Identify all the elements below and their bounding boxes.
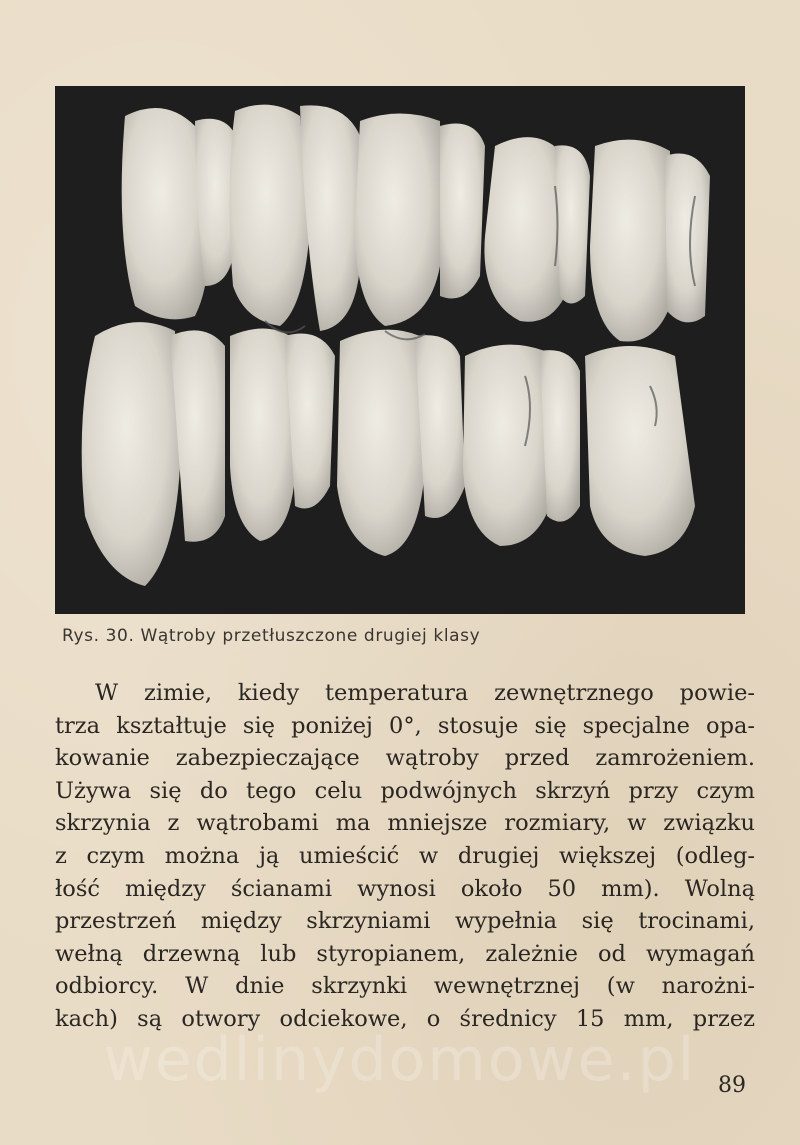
text-line: trza kształtuje się poniżej 0°, stosuje się specjalne opa- <box>55 712 755 739</box>
text-line: kowanie zabezpieczające wątroby przed zamrożeniem. <box>55 745 755 772</box>
text-line: skrzynia z wątrobami ma mniejsze rozmiary, w związku <box>55 810 755 837</box>
text-line: W zimie, kiedy temperatura zewnętrznego powie- <box>95 680 755 706</box>
body-paragraph <box>55 677 755 1036</box>
text-line: kach) są otwory odciekowe, o średnicy 15 mm, przez <box>55 1005 755 1032</box>
page-number: 89 <box>718 1073 746 1098</box>
figure-caption: Rys. 30. Wątroby przetłuszczone drugiej klasy <box>62 626 481 646</box>
text-line: Używa się do tego celu podwójnych skrzyń przy czym <box>55 777 755 804</box>
figure-photo-fatty-livers <box>55 86 745 614</box>
text-line: odbiorcy. W dnie skrzynki wewnętrznej (w narożni- <box>55 973 755 1000</box>
text-line: przestrzeń między skrzyniami wypełnia się trocinami, <box>55 908 755 935</box>
watermark: wedlinydomowe.pl <box>103 1025 697 1095</box>
text-line: z czym można ją umieścić w drugiej większej (odleg- <box>55 842 755 869</box>
text-line: łość między ścianami wynosi około 50 mm). Wolną <box>55 875 755 902</box>
text-line: wełną drzewną lub styropianem, zależnie od wymagań <box>55 940 755 967</box>
